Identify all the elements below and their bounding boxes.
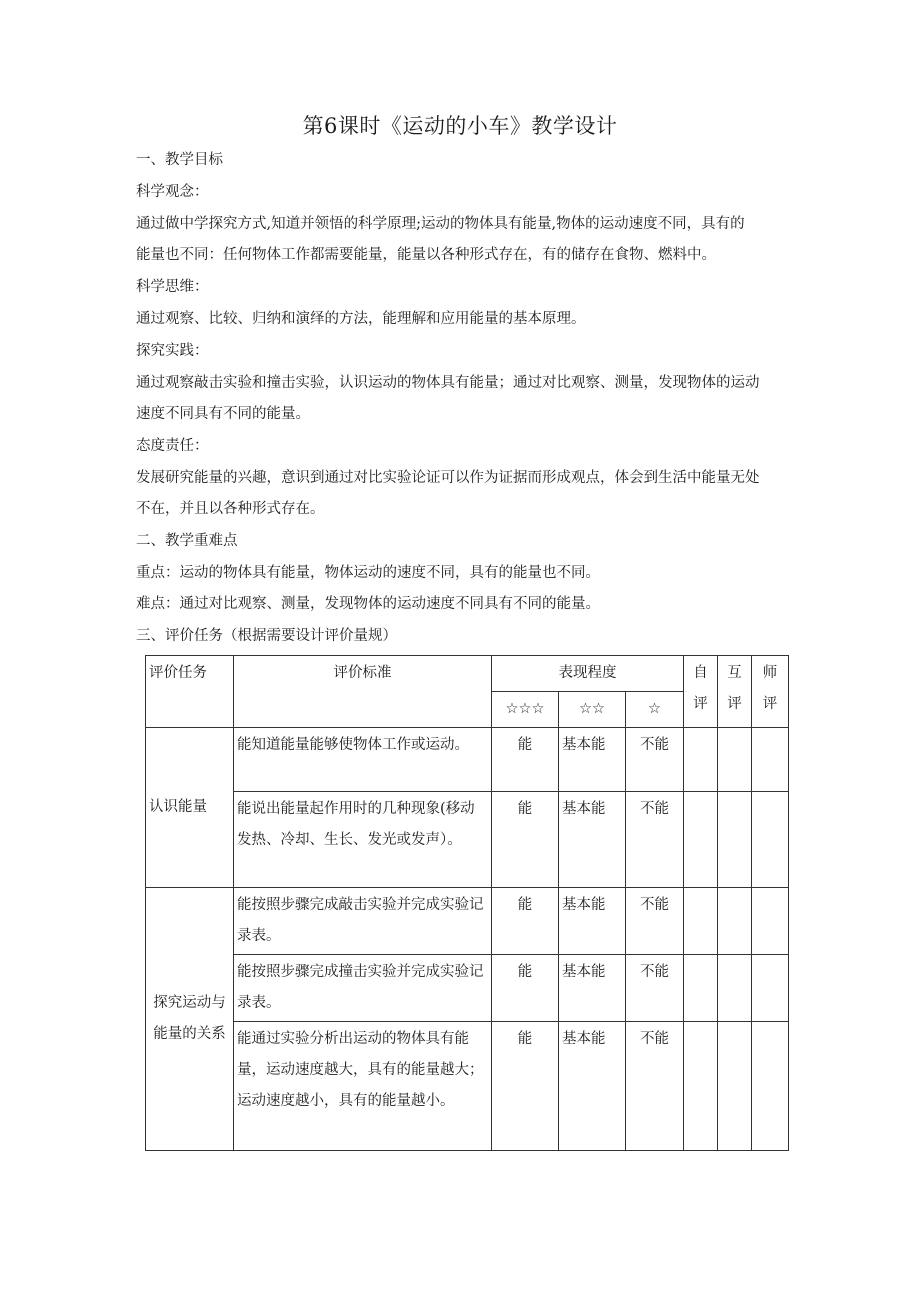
self-eval-cell [684, 1022, 718, 1151]
task-cell: 认识能量 [146, 728, 234, 888]
paragraph-line: 不在，并且以各种形式存在。 [136, 501, 325, 517]
self-eval-cell [684, 728, 718, 792]
task-cell: 探究运动与 能量的关系 [146, 888, 234, 1151]
assessment-table [145, 655, 789, 1151]
subheading-science-concept: 科学观念： [136, 184, 209, 200]
teacher-eval-cell [752, 955, 789, 1022]
paragraph-line: 通过做中学探究方式,知道并领悟的科学原理;运动的物体具有能量,物体的运动速度不同，具有的 [136, 216, 745, 232]
table-row [146, 792, 789, 888]
level-cell: 能 [492, 792, 559, 888]
level-cell: 基本能 [559, 888, 626, 955]
standard-cell: 能按照步骤完成敲击实验并完成实验记录表。 [234, 888, 492, 955]
level-cell: 基本能 [559, 955, 626, 1022]
table-row [146, 1022, 789, 1151]
level-cell: 不能 [626, 1022, 684, 1151]
header-performance-level: 表现程度 [492, 656, 684, 692]
peer-eval-cell [718, 728, 752, 792]
peer-eval-cell [718, 888, 752, 955]
section-heading-key-points: 二、教学重难点 [136, 533, 238, 549]
level-cell: 基本能 [559, 792, 626, 888]
header-three-stars: ☆☆☆ [492, 692, 559, 728]
teacher-eval-cell [752, 888, 789, 955]
subheading-inquiry-practice: 探究实践： [136, 343, 209, 359]
self-eval-cell [684, 888, 718, 955]
paragraph-line: 能量也不同：任何物体工作都需要能量，能量以各种形式存在，有的储存在食物、燃料中。 [136, 247, 716, 263]
paragraph-line: 通过观察、比较、归纳和演绎的方法，能理解和应用能量的基本原理。 [136, 311, 586, 327]
section-heading-assessment: 三、评价任务（根据需要设计评价量规） [136, 628, 397, 644]
teacher-eval-cell [752, 1022, 789, 1151]
header-standard: 评价标准 [234, 656, 492, 728]
section-heading-goals: 一、教学目标 [136, 152, 223, 168]
subheading-attitude: 态度责任： [136, 438, 209, 454]
standard-cell: 能按照步骤完成撞击实验并完成实验记录表。 [234, 955, 492, 1022]
level-cell: 能 [492, 888, 559, 955]
peer-eval-cell [718, 1022, 752, 1151]
level-cell: 基本能 [559, 1022, 626, 1151]
header-one-star: ☆ [626, 692, 684, 728]
header-self-eval: 自 评 [684, 656, 718, 728]
paragraph-line: 速度不同具有不同的能量。 [136, 406, 310, 422]
key-point-line: 重点：运动的物体具有能量，物体运动的速度不同，具有的能量也不同。 [136, 565, 600, 581]
level-cell: 不能 [626, 792, 684, 888]
table-row [146, 888, 789, 955]
table-row [146, 955, 789, 1022]
standard-cell: 能通过实验分析出运动的物体具有能量，运动速度越大，具有的能量越大；运动速度越小，具有的能量越小。 [234, 1022, 492, 1151]
level-cell: 不能 [626, 888, 684, 955]
peer-eval-cell [718, 792, 752, 888]
level-cell: 不能 [626, 728, 684, 792]
document-title: 第6课时《运动的小车》教学设计 [302, 114, 618, 138]
standard-cell: 能说出能量起作用时的几种现象(移动发热、冷却、生长、发光或发声）。 [234, 792, 492, 888]
header-two-stars: ☆☆ [559, 692, 626, 728]
peer-eval-cell [718, 955, 752, 1022]
difficult-point-line: 难点：通过对比观察、测量，发现物体的运动速度不同具有不同的能量。 [136, 596, 600, 612]
standard-cell: 能知道能量能够使物体工作或运动。 [234, 728, 492, 792]
table-row [146, 728, 789, 792]
level-cell: 能 [492, 1022, 559, 1151]
teacher-eval-cell [752, 728, 789, 792]
header-task: 评价任务 [146, 656, 234, 728]
level-cell: 基本能 [559, 728, 626, 792]
header-teacher-eval: 师 评 [752, 656, 789, 728]
paragraph-line: 发展研究能量的兴趣，意识到通过对比实验论证可以作为证据而形成观点，体会到生活中能量无处 [136, 470, 760, 486]
paragraph-line: 通过观察敲击实验和撞击实验，认识运动的物体具有能量；通过对比观察、测量，发现物体的运动 [136, 375, 760, 391]
level-cell: 能 [492, 955, 559, 1022]
level-cell: 不能 [626, 955, 684, 1022]
self-eval-cell [684, 955, 718, 1022]
header-peer-eval: 互 评 [718, 656, 752, 728]
level-cell: 能 [492, 728, 559, 792]
subheading-science-thinking: 科学思维： [136, 279, 209, 295]
self-eval-cell [684, 792, 718, 888]
teacher-eval-cell [752, 792, 789, 888]
